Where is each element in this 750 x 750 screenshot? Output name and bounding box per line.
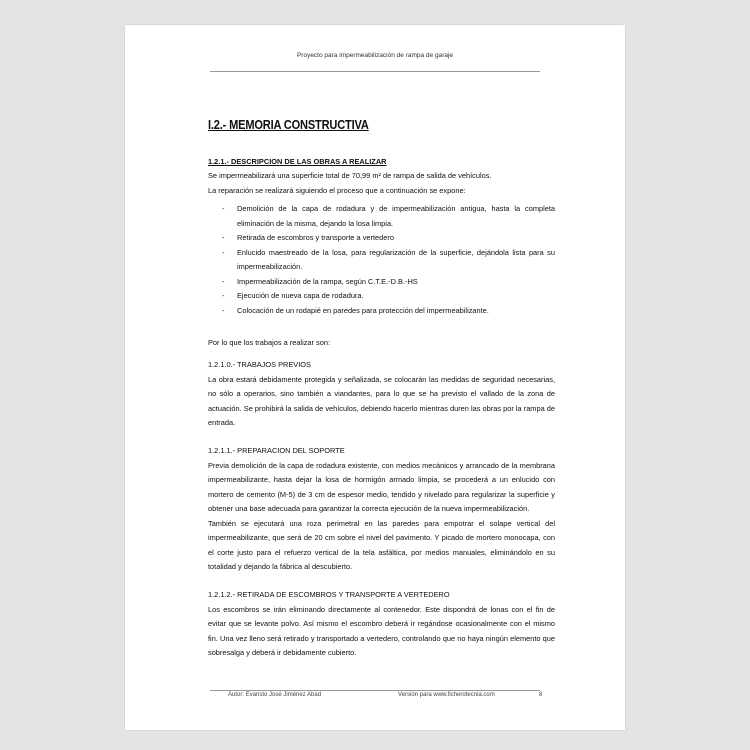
footer-author: Autor: Evaristo José Jiménez Abad — [228, 692, 322, 698]
document-page — [125, 25, 625, 730]
footer-version: Versión para www.ficherotecnia.com — [398, 692, 495, 698]
subsection-title-trabajos-previos: 1.2.1.0.- TRABAJOS PREVIOS — [208, 359, 311, 369]
process-list — [208, 202, 555, 318]
bullet-dash: - — [222, 305, 225, 315]
page-number: 8 — [539, 692, 543, 698]
bullet-dash: - — [222, 276, 225, 286]
subsection-title-preparacion-soporte: 1.2.1.1.- PREPARACION DEL SOPORTE — [208, 445, 345, 455]
paragraph-preparacion-1: Previa demolición de la capa de rodadura existente, con medios mecánicos y arrancado de la membrana impermeabilizante, hasta dejar la losa de hormigón armado limpia, se procederá a un enlucido con mortero de cemento (M-5) de 3 cm de espesor medio, tendido y nivelado para regularizar la superficie y obtener una base adecuada para garantizar la correcta ejecución de la nueva impermeabilización. — [208, 460, 555, 513]
bullet-dash: - — [222, 291, 225, 300]
list-item: - Demolición de la capa de rodadura y de impermeabilización antigua, hasta la completa eliminación de la misma, dejando la losa limpia. — [222, 204, 555, 228]
page-header: Proyecto para impermeabilización de rampa de garaje — [296, 52, 454, 59]
list-item: - Ejecución de nueva capa de rodadura. — [234, 289, 555, 304]
paragraph-trabajos-previos: La obra estará debidamente protegida y señalizada, se colocarán las medidas de seguridad necesarias, no sólo a operarios, sino también a viandantes, para lo que se ha previsto el vallado de la zona de actuación. Se prohibirá la salida de vehículos, debiendo hacerlo mientras duren las obras por la rampa de entrada. — [208, 374, 555, 427]
bullet-dash: - — [222, 247, 225, 257]
page-content — [208, 117, 555, 661]
paragraph-retirada-escombros: Los escombros se irán eliminando directamente al contenedor. Este dispondrá de lonas con el fin de evitar que se levante polvo. Así mismo el escombro deberá ir regándose ocasionalmente con el mismo fin. Una vez lleno será retirado y transportado a vertedero, controlando que no haya ningún elemento que sobresalga y deberá ir debidamente cubierto. — [208, 604, 555, 657]
intro-paragraph-2: La reparación se realizará siguiendo el proceso que a continuación se expone: — [208, 185, 466, 195]
list-item: - Impermeabilización de la rampa, según C.T.E.-D.B.-HS — [234, 275, 555, 290]
list-item: - Retirada de escombros y transporte a vertedero — [234, 231, 555, 246]
bullet-dash: - — [222, 204, 225, 213]
list-item: - Enlucido maestreado de la losa, para regularización de la superficie, dejándola lista para su impermeabilización. — [222, 247, 555, 271]
outro-paragraph: Por lo que los trabajos a realizar son: — [208, 338, 331, 347]
list-item: - Colocación de un rodapié en paredes para protección del impermeabilizante. — [234, 304, 555, 319]
intro-paragraph-1: Se impermeabilizará una superficie total de 70,99 m² de rampa de salida de vehículos. — [208, 171, 492, 180]
footer-divider — [210, 690, 540, 691]
paragraph-preparacion-2: También se ejecutará una roza perimetral en las paredes para empotrar el solape vertical del impermeabilizante, que será de 20 cm sobre el nivel del pavimento. Y picado de mortero monocapa, con el corte justo para el refuerzo vertical de la tela asfáltica, por medios manuales, eliminándolo en su totalidad y dejando la fábrica al descubierto. — [208, 518, 555, 571]
header-divider — [210, 71, 540, 72]
section-title: 1.2.1.- DESCRIPCION DE LAS OBRAS A REALIZAR — [208, 157, 387, 166]
main-title: I.2.- MEMORIA CONSTRUCTIVA — [208, 117, 369, 132]
bullet-dash: - — [222, 233, 225, 242]
subsection-title-retirada-escombros: 1.2.1.2.- RETIRADA DE ESCOMBROS Y TRANSPORTE A VERTEDERO — [208, 589, 450, 599]
